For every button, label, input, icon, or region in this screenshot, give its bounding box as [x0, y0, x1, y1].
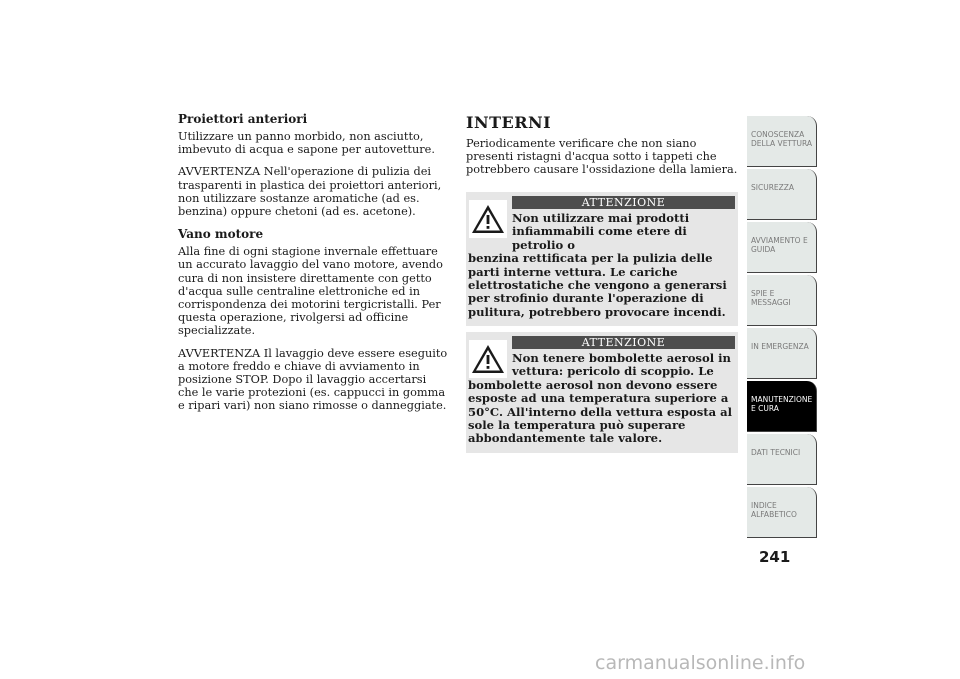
headlight-paragraph: Utilizzare un panno morbido, non asciutto, imbevuto di acqua e sapone per autovetture. [178, 130, 435, 157]
tab-conoscenza[interactable]: CONOSCENZA DELLA VETTURA [747, 116, 817, 167]
watermark: carmanualsonline.info [595, 652, 806, 674]
warning-text [468, 212, 735, 319]
engine-paragraph: Alla fine di ogni stagione invernale effettuare un accurato lavaggio del vano motore, avendo cura di non insistere direttamente con getto d'acqua sulle centraline elettroniche ed in corrispondenza dei motorini tergicristalli. Per questa operazione, rivolgersi ad officine specializzate. [178, 245, 443, 338]
tab-spie[interactable]: SPIE E MESSAGGI [747, 275, 817, 326]
chapter-tabs [747, 116, 817, 542]
warning-box-1 [466, 192, 738, 326]
section-title: INTERNI [466, 113, 552, 132]
warning-text [468, 352, 735, 446]
headlight-note: AVVERTENZA Nell'operazione di pulizia dei trasparenti in plastica dei proiettori anteriori, non utilizzare sostanze aromatiche (ad es. benzina) oppure chetoni (ad es. acetone). [178, 165, 442, 219]
warning-box-2 [466, 332, 738, 453]
warning-triangle-icon [469, 200, 507, 238]
tab-indice[interactable]: INDICE ALFABETICO [747, 487, 817, 538]
engine-note: AVVERTENZA Il lavaggio deve essere eseguito a motore freddo e chiave di avviamento in posizione STOP. Dopo il lavaggio accertarsi che le varie protezioni (es. cappucci in gomma e ripari vari) non siano rimosse o danneggiate. [178, 346, 448, 413]
headlight-heading: Proiettori anteriori [178, 112, 308, 126]
right-column [466, 113, 738, 186]
tab-dati-tecnici[interactable]: DATI TECNICI [747, 434, 817, 485]
left-column [178, 112, 450, 422]
warning-text-rest: benzina rettificata per la pulizia delle parti interne vettura. Le cariche elettrostatiche che vengono a generarsi per strofinio durante l'operazione di pulitura, potrebbero provocare incendi. [468, 251, 727, 319]
tab-avviamento[interactable]: AVVIAMENTO E GUIDA [747, 222, 817, 273]
warning-text-first: Non utilizzare mai prodotti infiammabili come etere di petrolio o [512, 211, 690, 252]
warning-text-first: Non tenere bombolette aerosol in vettura: pericolo di scoppio. Le [512, 351, 731, 379]
warning-label: ATTENZIONE [512, 196, 735, 209]
tab-sicurezza[interactable]: SICUREZZA [747, 169, 817, 220]
warning-label: ATTENZIONE [512, 336, 735, 349]
tab-manutenzione[interactable]: MANUTENZIONE E CURA [747, 381, 817, 432]
tab-emergenza[interactable]: IN EMERGENZA [747, 328, 817, 379]
engine-heading: Vano motore [178, 227, 264, 242]
interior-paragraph: Periodicamente verificare che non siano presenti ristagni d'acqua sotto i tappeti che potrebbero causare l'ossidazione della lamiera. [466, 137, 738, 177]
warning-text-rest: bombolette aerosol non devono essere esposte ad una temperatura superiore a 50°C. All'interno della vettura esposta al sole la temperatura può superare abbondantemente tale valore. [468, 377, 733, 446]
warning-triangle-icon [469, 340, 507, 378]
page-number: 241 [759, 548, 791, 566]
